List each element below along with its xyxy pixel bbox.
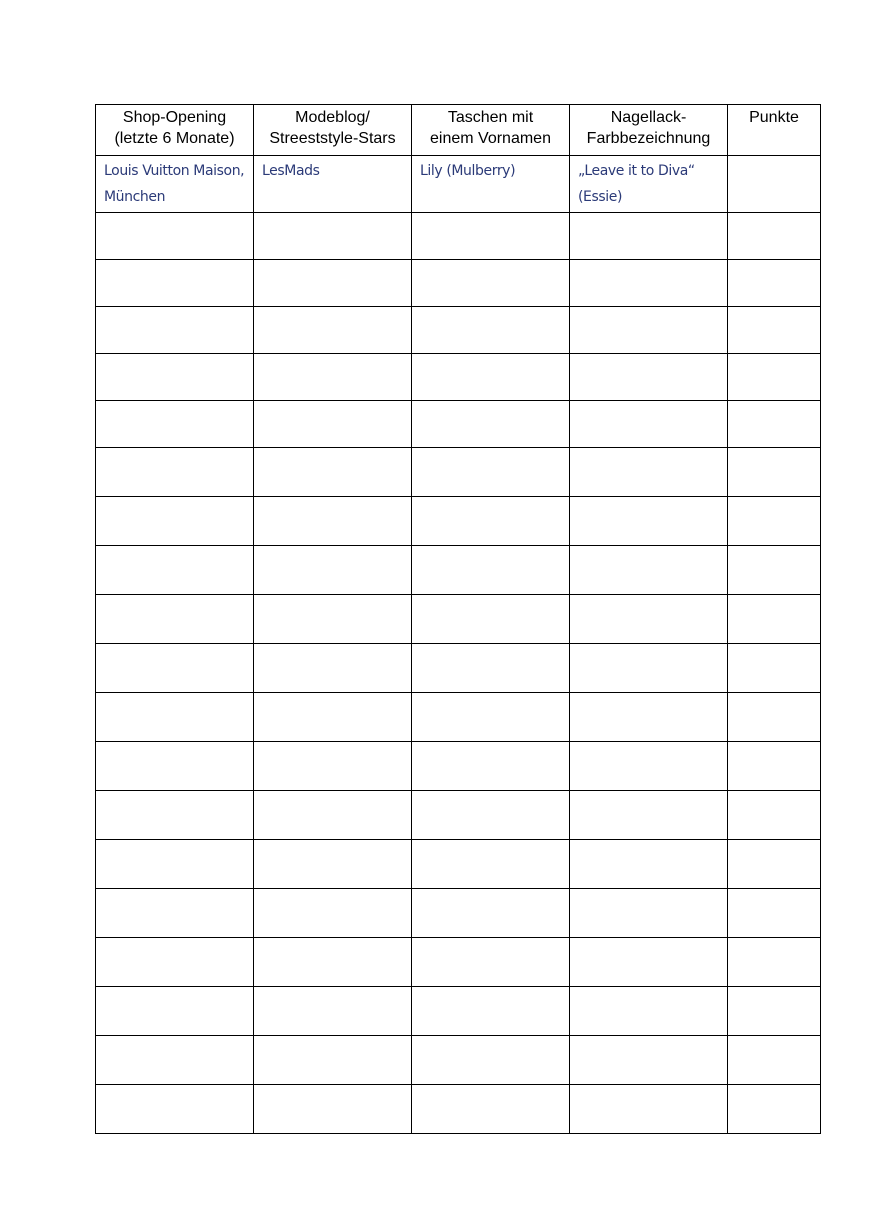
empty-cell-shop-opening[interactable] — [96, 401, 254, 448]
header-modeblog-stars: Modeblog/ Streeststyle-Stars — [254, 105, 412, 156]
empty-cell-shop-opening[interactable] — [96, 889, 254, 938]
empty-cell-tasche[interactable] — [412, 1036, 570, 1085]
empty-cell-punkte[interactable] — [728, 448, 821, 497]
empty-cell-modeblog[interactable] — [254, 448, 412, 497]
table-row — [96, 1085, 821, 1134]
empty-cell-shop-opening[interactable] — [96, 791, 254, 840]
table-row — [96, 497, 821, 546]
empty-cell-tasche[interactable] — [412, 497, 570, 546]
empty-cell-shop-opening[interactable] — [96, 742, 254, 791]
empty-cell-modeblog[interactable] — [254, 1036, 412, 1085]
empty-cell-tasche[interactable] — [412, 1085, 570, 1134]
header-shop-opening: Shop-Opening (letzte 6 Monate) — [96, 105, 254, 156]
empty-cell-modeblog[interactable] — [254, 791, 412, 840]
empty-cell-punkte[interactable] — [728, 644, 821, 693]
empty-cell-nagellack[interactable] — [570, 1036, 728, 1085]
empty-cell-punkte[interactable] — [728, 546, 821, 595]
empty-cell-modeblog[interactable] — [254, 497, 412, 546]
empty-cell-shop-opening[interactable] — [96, 1036, 254, 1085]
empty-cell-modeblog[interactable] — [254, 1085, 412, 1134]
empty-cell-shop-opening[interactable] — [96, 213, 254, 260]
empty-cell-shop-opening[interactable] — [96, 307, 254, 354]
empty-cell-modeblog[interactable] — [254, 401, 412, 448]
empty-cell-nagellack[interactable] — [570, 260, 728, 307]
table-row — [96, 644, 821, 693]
table-row — [96, 448, 821, 497]
table-row — [96, 213, 821, 260]
empty-cell-tasche[interactable] — [412, 987, 570, 1036]
table-row — [96, 889, 821, 938]
table-row — [96, 987, 821, 1036]
empty-cell-modeblog[interactable] — [254, 938, 412, 987]
empty-cell-shop-opening[interactable] — [96, 644, 254, 693]
empty-cell-punkte[interactable] — [728, 307, 821, 354]
empty-cell-nagellack[interactable] — [570, 401, 728, 448]
table-row — [96, 840, 821, 889]
example-shop-opening[interactable]: Louis Vuitton Maison, München — [96, 156, 254, 213]
empty-cell-tasche[interactable] — [412, 401, 570, 448]
empty-cell-modeblog[interactable] — [254, 260, 412, 307]
example-row — [96, 156, 821, 213]
game-score-table — [95, 104, 821, 1134]
empty-cell-tasche[interactable] — [412, 448, 570, 497]
empty-cell-punkte[interactable] — [728, 938, 821, 987]
header-taschen-vornamen: Taschen mit einem Vornamen — [412, 105, 570, 156]
table-row — [96, 1036, 821, 1085]
empty-cell-punkte[interactable] — [728, 260, 821, 307]
empty-cell-shop-opening[interactable] — [96, 1085, 254, 1134]
empty-cell-tasche[interactable] — [412, 260, 570, 307]
empty-cell-punkte[interactable] — [728, 889, 821, 938]
empty-cell-modeblog[interactable] — [254, 307, 412, 354]
header-row — [96, 105, 821, 156]
empty-cell-nagellack[interactable] — [570, 693, 728, 742]
empty-cell-punkte[interactable] — [728, 354, 821, 401]
empty-cell-modeblog[interactable] — [254, 354, 412, 401]
example-nagellack[interactable]: „Leave it to Diva“ (Essie) — [570, 156, 728, 213]
empty-cell-punkte[interactable] — [728, 791, 821, 840]
empty-cell-punkte[interactable] — [728, 1085, 821, 1134]
empty-cell-tasche[interactable] — [412, 840, 570, 889]
empty-cell-nagellack[interactable] — [570, 840, 728, 889]
empty-cell-modeblog[interactable] — [254, 742, 412, 791]
empty-cell-tasche[interactable] — [412, 213, 570, 260]
empty-cell-tasche[interactable] — [412, 307, 570, 354]
empty-cell-modeblog[interactable] — [254, 595, 412, 644]
empty-cell-shop-opening[interactable] — [96, 497, 254, 546]
empty-cell-modeblog[interactable] — [254, 213, 412, 260]
empty-cell-tasche[interactable] — [412, 791, 570, 840]
empty-cell-shop-opening[interactable] — [96, 260, 254, 307]
empty-cell-punkte[interactable] — [728, 497, 821, 546]
empty-cell-tasche[interactable] — [412, 938, 570, 987]
example-modeblog[interactable]: LesMads — [254, 156, 412, 213]
empty-cell-punkte[interactable] — [728, 401, 821, 448]
empty-cell-tasche[interactable] — [412, 546, 570, 595]
empty-cell-shop-opening[interactable] — [96, 987, 254, 1036]
empty-cell-nagellack[interactable] — [570, 938, 728, 987]
empty-cell-modeblog[interactable] — [254, 987, 412, 1036]
table-row — [96, 595, 821, 644]
table-row — [96, 938, 821, 987]
empty-cell-nagellack[interactable] — [570, 742, 728, 791]
empty-cell-punkte[interactable] — [728, 840, 821, 889]
table-row — [96, 742, 821, 791]
empty-cell-punkte[interactable] — [728, 595, 821, 644]
empty-cell-shop-opening[interactable] — [96, 595, 254, 644]
empty-cell-punkte[interactable] — [728, 742, 821, 791]
empty-cell-shop-opening[interactable] — [96, 693, 254, 742]
empty-cell-shop-opening[interactable] — [96, 448, 254, 497]
empty-cell-nagellack[interactable] — [570, 213, 728, 260]
table-row — [96, 354, 821, 401]
empty-cell-modeblog[interactable] — [254, 840, 412, 889]
empty-cell-tasche[interactable] — [412, 742, 570, 791]
empty-cell-tasche[interactable] — [412, 595, 570, 644]
empty-cell-tasche[interactable] — [412, 354, 570, 401]
example-tasche[interactable]: Lily (Mulberry) — [412, 156, 570, 213]
empty-cell-tasche[interactable] — [412, 644, 570, 693]
empty-cell-tasche[interactable] — [412, 889, 570, 938]
empty-cell-punkte[interactable] — [728, 987, 821, 1036]
header-punkte: Punkte — [728, 105, 821, 156]
empty-cell-nagellack[interactable] — [570, 889, 728, 938]
empty-cell-shop-opening[interactable] — [96, 546, 254, 595]
example-punkte[interactable] — [728, 156, 821, 213]
empty-cell-punkte[interactable] — [728, 213, 821, 260]
empty-cell-nagellack[interactable] — [570, 595, 728, 644]
header-nagellack-farbe: Nagellack- Farbbezeichnung — [570, 105, 728, 156]
table-row — [96, 401, 821, 448]
empty-cell-nagellack[interactable] — [570, 1085, 728, 1134]
empty-cell-tasche[interactable] — [412, 693, 570, 742]
empty-cell-punkte[interactable] — [728, 693, 821, 742]
empty-cell-modeblog[interactable] — [254, 693, 412, 742]
table-row — [96, 693, 821, 742]
table-row — [96, 260, 821, 307]
empty-cell-nagellack[interactable] — [570, 791, 728, 840]
table-row — [96, 307, 821, 354]
table-row — [96, 791, 821, 840]
empty-cell-shop-opening[interactable] — [96, 840, 254, 889]
empty-cell-nagellack[interactable] — [570, 307, 728, 354]
empty-cell-shop-opening[interactable] — [96, 938, 254, 987]
table-row — [96, 546, 821, 595]
empty-cell-nagellack[interactable] — [570, 987, 728, 1036]
empty-cell-modeblog[interactable] — [254, 546, 412, 595]
empty-cell-nagellack[interactable] — [570, 546, 728, 595]
empty-cell-modeblog[interactable] — [254, 644, 412, 693]
empty-cell-punkte[interactable] — [728, 1036, 821, 1085]
empty-cell-shop-opening[interactable] — [96, 354, 254, 401]
empty-cell-modeblog[interactable] — [254, 889, 412, 938]
empty-cell-nagellack[interactable] — [570, 448, 728, 497]
empty-cell-nagellack[interactable] — [570, 644, 728, 693]
empty-cell-nagellack[interactable] — [570, 354, 728, 401]
empty-cell-nagellack[interactable] — [570, 497, 728, 546]
